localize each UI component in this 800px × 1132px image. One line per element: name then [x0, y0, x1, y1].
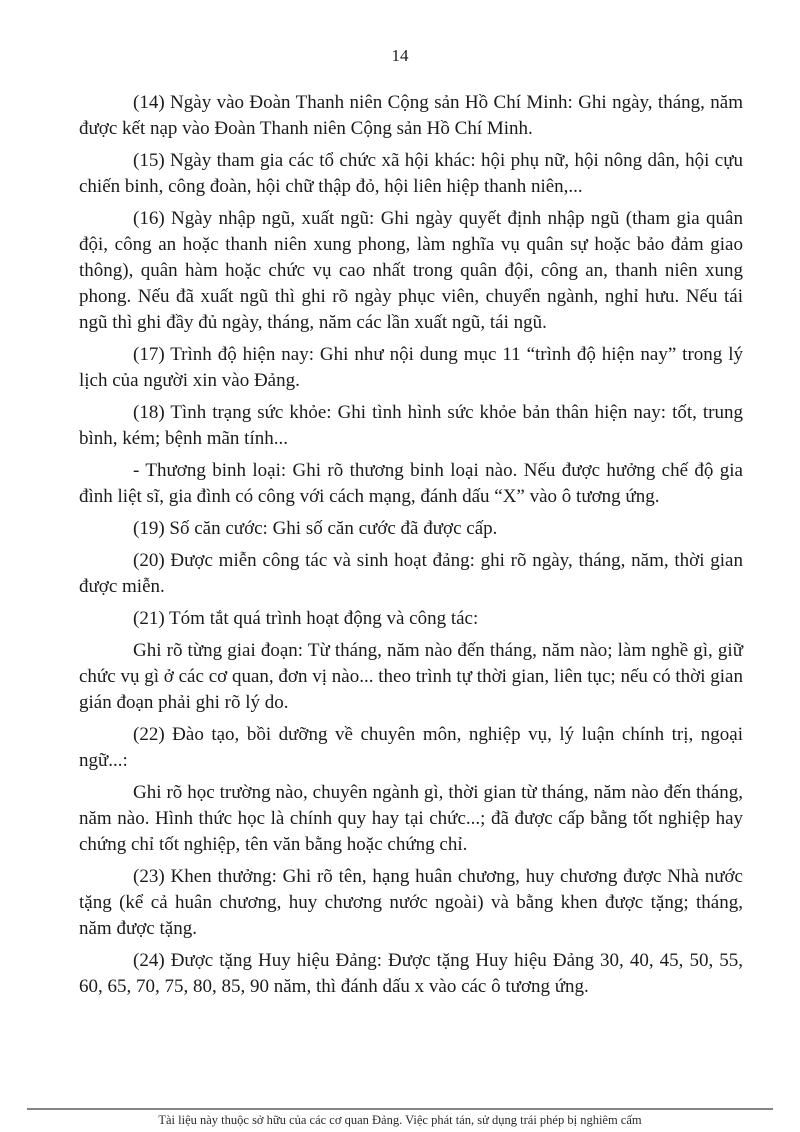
paragraph-20: (20) Được miễn công tác và sinh hoạt đảng: ghi rõ ngày, tháng, năm, thời gian được miễn.	[79, 550, 743, 597]
paragraph-17: (17) Trình độ hiện nay: Ghi như nội dung mục 11 “trình độ hiện nay” trong lý lịch của người xin vào Đảng.	[79, 344, 743, 391]
paragraph-24: (24) Được tặng Huy hiệu Đảng: Được tặng Huy hiệu Đảng 30, 40, 45, 50, 55, 60, 65, 70, 75, 80, 85, 90 năm, thì đánh dấu x vào các ô tương ứng.	[79, 950, 743, 997]
paragraph-16: (16) Ngày nhập ngũ, xuất ngũ: Ghi ngày quyết định nhập ngũ (tham gia quân đội, công an hoặc thanh niên xung phong, làm nghĩa vụ quân sự hoặc bảo đảm giao thông), quân hàm hoặc chức vụ cao nhất trong quân đội, công an, thanh niên xung phong. Nếu đã xuất ngũ thì ghi rõ ngày phục viên, chuyển ngành, nghỉ hưu. Nếu tái ngũ thì ghi đầy đủ ngày, tháng, năm các lần xuất ngũ, tái ngũ.	[79, 208, 743, 333]
paragraph-23: (23) Khen thưởng: Ghi rõ tên, hạng huân chương, huy chương được Nhà nước tặng (kể cả huân chương, huy chương nước ngoài) và bằng khen được tặng; tháng, năm được tặng.	[79, 866, 743, 939]
paragraph-22: (22) Đào tạo, bồi dưỡng về chuyên môn, nghiệp vụ, lý luận chính trị, ngoại ngữ...:	[79, 724, 743, 771]
document-body	[79, 90, 743, 1000]
paragraph-thuong-binh: - Thương binh loại: Ghi rõ thương binh loại nào. Nếu được hưởng chế độ gia đình liệt sĩ, gia đình có công với cách mạng, đánh dấu “X” vào ô tương ứng.	[79, 460, 743, 507]
paragraph-18: (18) Tình trạng sức khỏe: Ghi tình hình sức khỏe bản thân hiện nay: tốt, trung bình, kém; bệnh mãn tính...	[79, 402, 743, 449]
paragraph-21-detail: Ghi rõ từng giai đoạn: Từ tháng, năm nào đến tháng, năm nào; làm nghề gì, giữ chức vụ gì ở các cơ quan, đơn vị nào... theo trình tự thời gian, liên tục; nếu có thời gian gián đoạn phải ghi rõ lý do.	[79, 640, 743, 713]
paragraph-19: (19) Số căn cước: Ghi số căn cước đã được cấp.	[133, 518, 498, 539]
footer	[27, 1108, 773, 1128]
footer-disclaimer-text: Tài liệu này thuộc sở hữu của các cơ quan Đảng. Việc phát tán, sử dụng trái phép bị nghiêm cấm	[158, 1113, 642, 1127]
page-number: 14	[391, 46, 409, 65]
paragraph-14: (14) Ngày vào Đoàn Thanh niên Cộng sản Hồ Chí Minh: Ghi ngày, tháng, năm được kết nạp vào Đoàn Thanh niên Cộng sản Hồ Chí Minh.	[79, 92, 743, 139]
paragraph-21: (21) Tóm tắt quá trình hoạt động và công tác:	[133, 608, 479, 629]
paragraph-15: (15) Ngày tham gia các tổ chức xã hội khác: hội phụ nữ, hội nông dân, hội cựu chiến binh, công đoàn, hội chữ thập đỏ, hội liên hiệp thanh niên,...	[79, 150, 743, 197]
paragraph-22-detail: Ghi rõ học trường nào, chuyên ngành gì, thời gian từ tháng, năm nào đến tháng, năm nào. Hình thức học là chính quy hay tại chức...; đã được cấp bằng tốt nghiệp hay chứng chỉ tốt nghiệp, tên văn bằng hoặc chứng chỉ.	[79, 782, 743, 855]
